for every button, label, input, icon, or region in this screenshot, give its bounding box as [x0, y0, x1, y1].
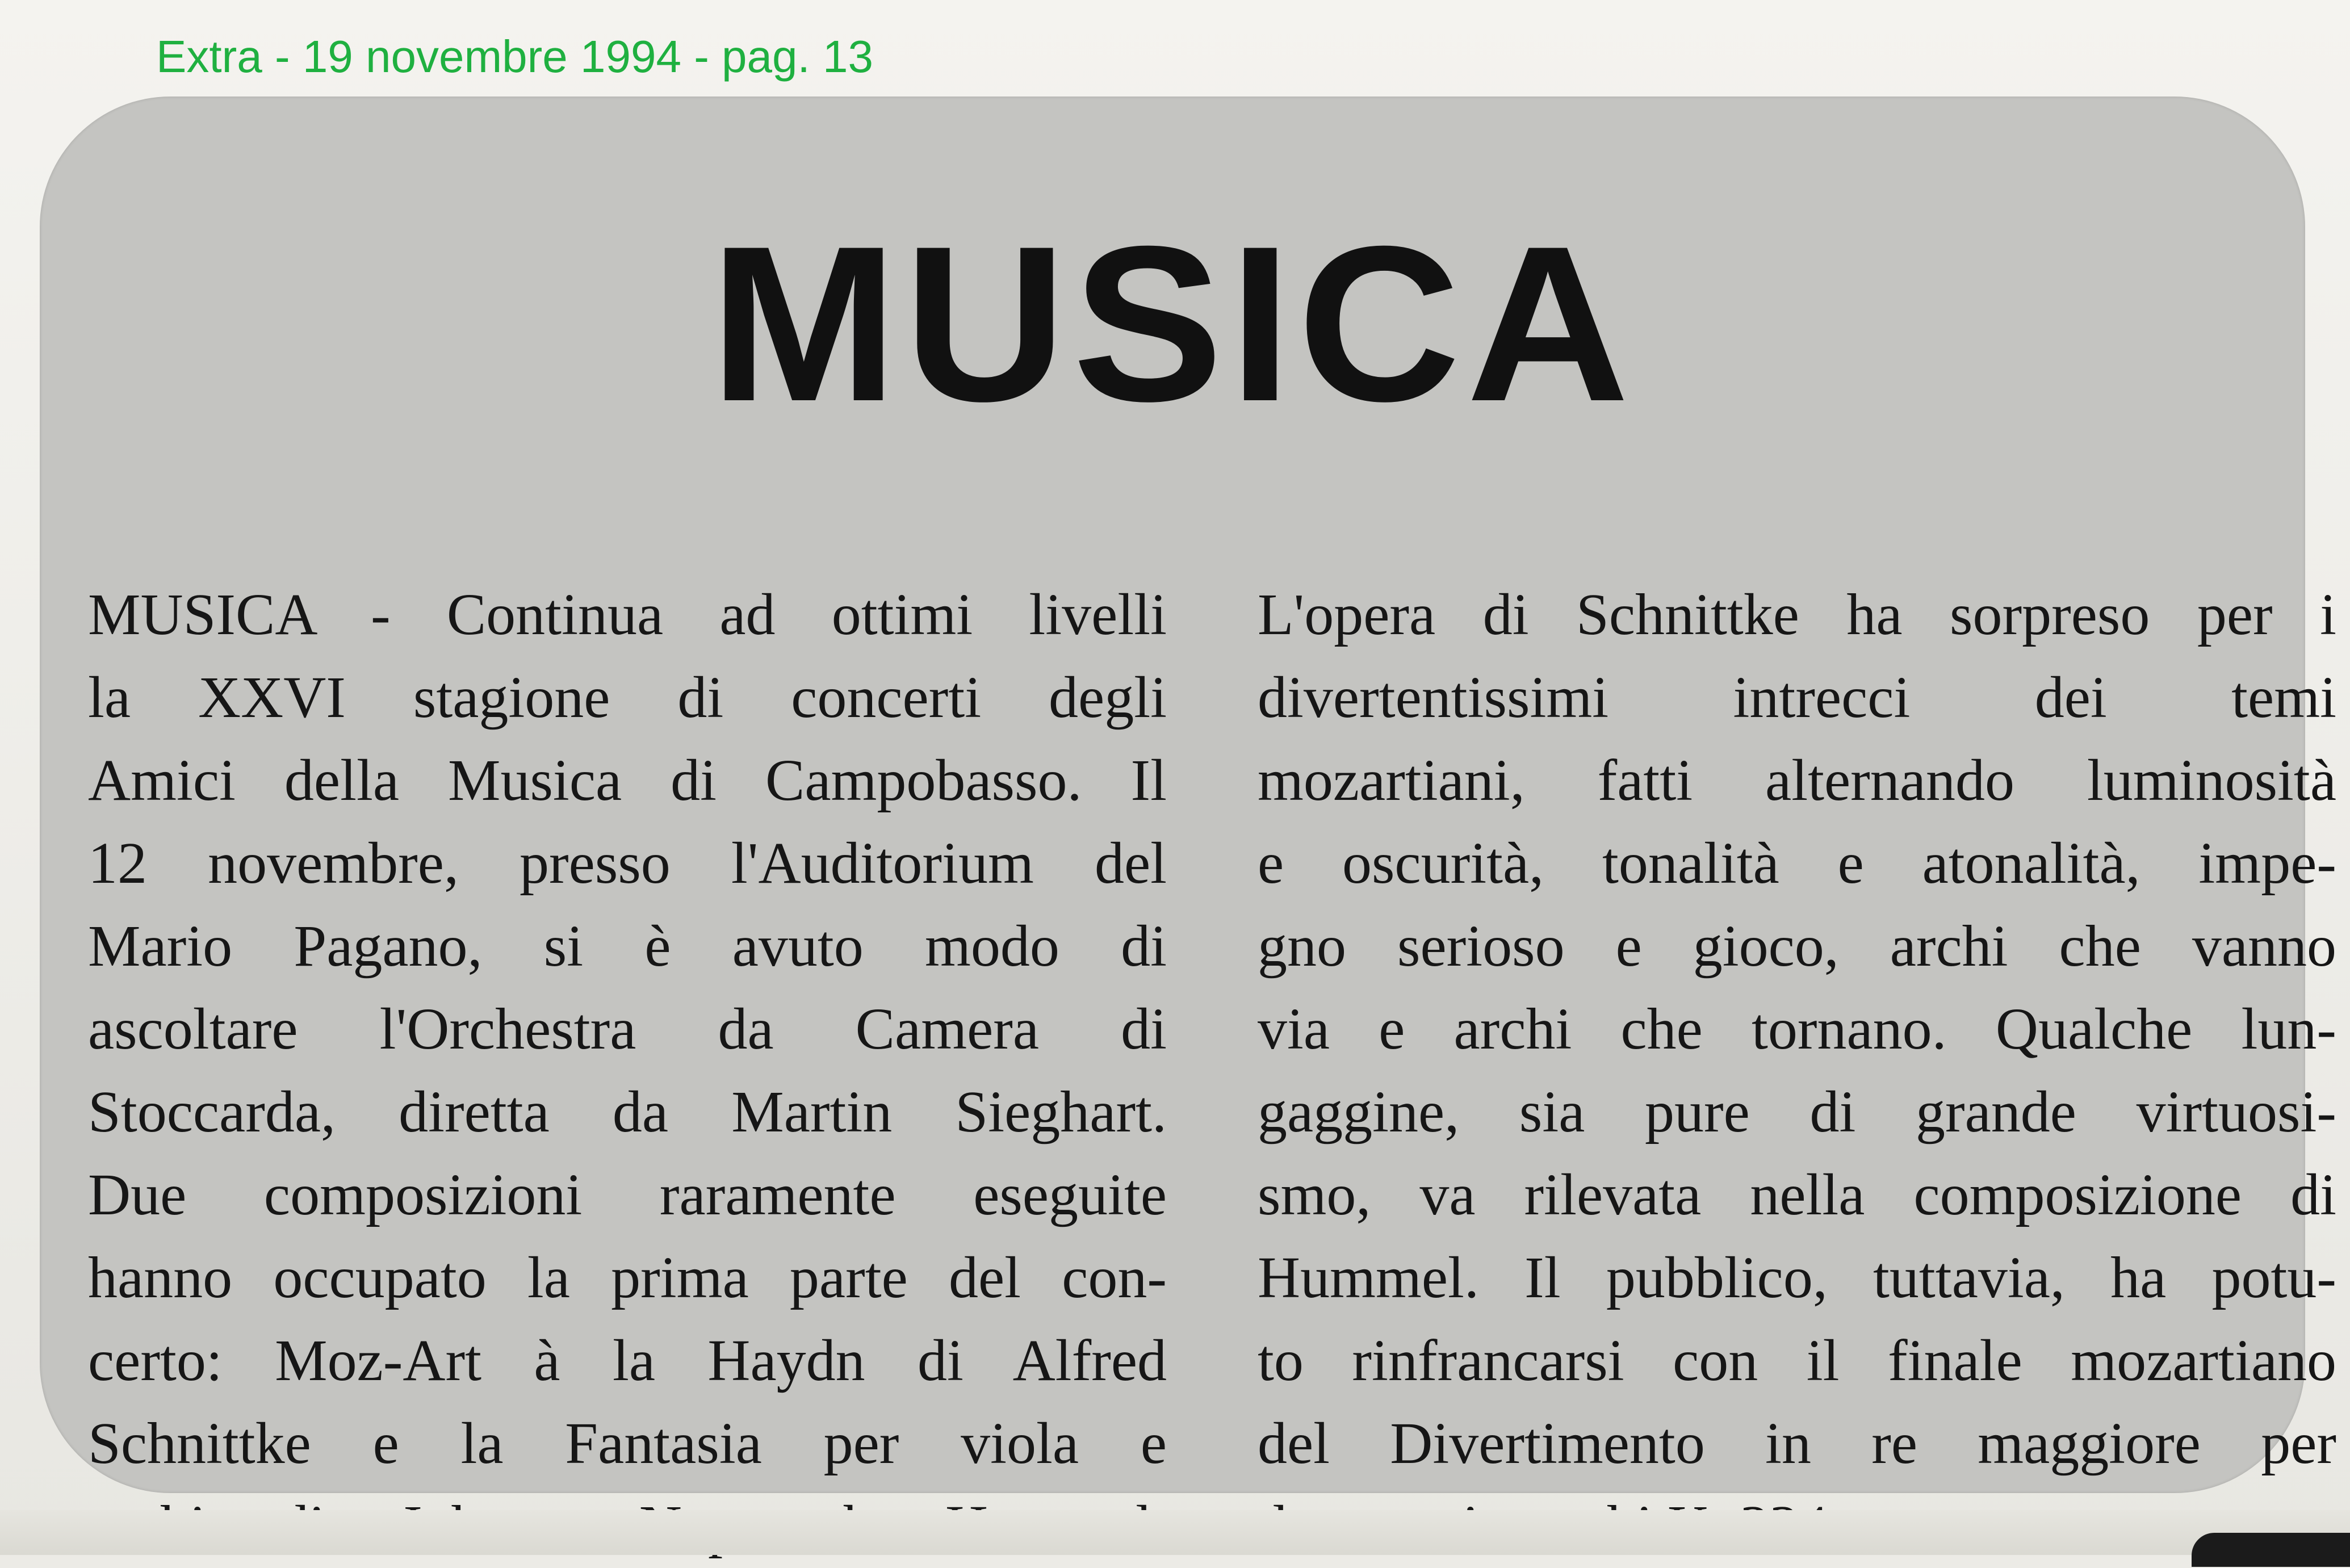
- text-line: Due composizioni raramente eseguite: [88, 1162, 1167, 1227]
- text-line: ascoltare l'Orchestra da Camera di: [88, 996, 1167, 1062]
- article-column-left: [88, 573, 1167, 1568]
- text-line: via e archi che tornano. Qualche lun-: [1258, 996, 2336, 1062]
- text-line: gno serioso e gioco, archi che vanno: [1258, 913, 2336, 979]
- text-line: 12 novembre, presso l'Auditorium del: [88, 831, 1167, 896]
- text-line: gaggine, sia pure di grande virtuosi-: [1258, 1079, 2336, 1144]
- text-line: Hummel. Il pubblico, tuttavia, ha potu-: [1258, 1245, 2336, 1310]
- text-line: e oscurità, tonalità e atonalità, impe-: [1258, 831, 2336, 896]
- text-line: smo, va rilevata nella composizione di: [1258, 1162, 2336, 1227]
- article-column-right: [1258, 573, 2336, 1568]
- text-line: del Divertimento in re maggiore per: [1258, 1411, 2336, 1476]
- headline: MUSICA: [709, 200, 1636, 447]
- text-line: Stoccarda, diretta da Martin Sieghart.: [88, 1079, 1167, 1144]
- text-line: L'opera di Schnittke ha sorpreso per i: [1258, 582, 2336, 647]
- text-line: mozartiani, fatti alternando luminosità: [1258, 748, 2336, 813]
- text-line: to rinfrancarsi con il finale mozartiano: [1258, 1328, 2336, 1393]
- text-line: MUSICA - Continua ad ottimi livelli: [88, 582, 1167, 647]
- text-line: divertentissimi intrecci dei temi: [1258, 665, 2336, 730]
- page-bottom-edge: [0, 1510, 2350, 1555]
- text-line: hanno occupato la prima parte del con-: [88, 1245, 1167, 1310]
- text-line: certo: Moz-Art à la Haydn di Alfred: [88, 1328, 1167, 1393]
- text-line: Amici della Musica di Campobasso. Il: [88, 748, 1167, 813]
- newspaper-clipping: [40, 97, 2336, 1493]
- adjacent-clipping-edge: [2192, 1533, 2350, 1567]
- text-line: Mario Pagano, si è avuto modo di: [88, 913, 1167, 979]
- text-line: Schnittke e la Fantasia per viola e: [88, 1411, 1167, 1476]
- source-caption: Extra - 19 novembre 1994 - pag. 13: [156, 31, 873, 82]
- text-line: la XXVI stagione di concerti degli: [88, 665, 1167, 730]
